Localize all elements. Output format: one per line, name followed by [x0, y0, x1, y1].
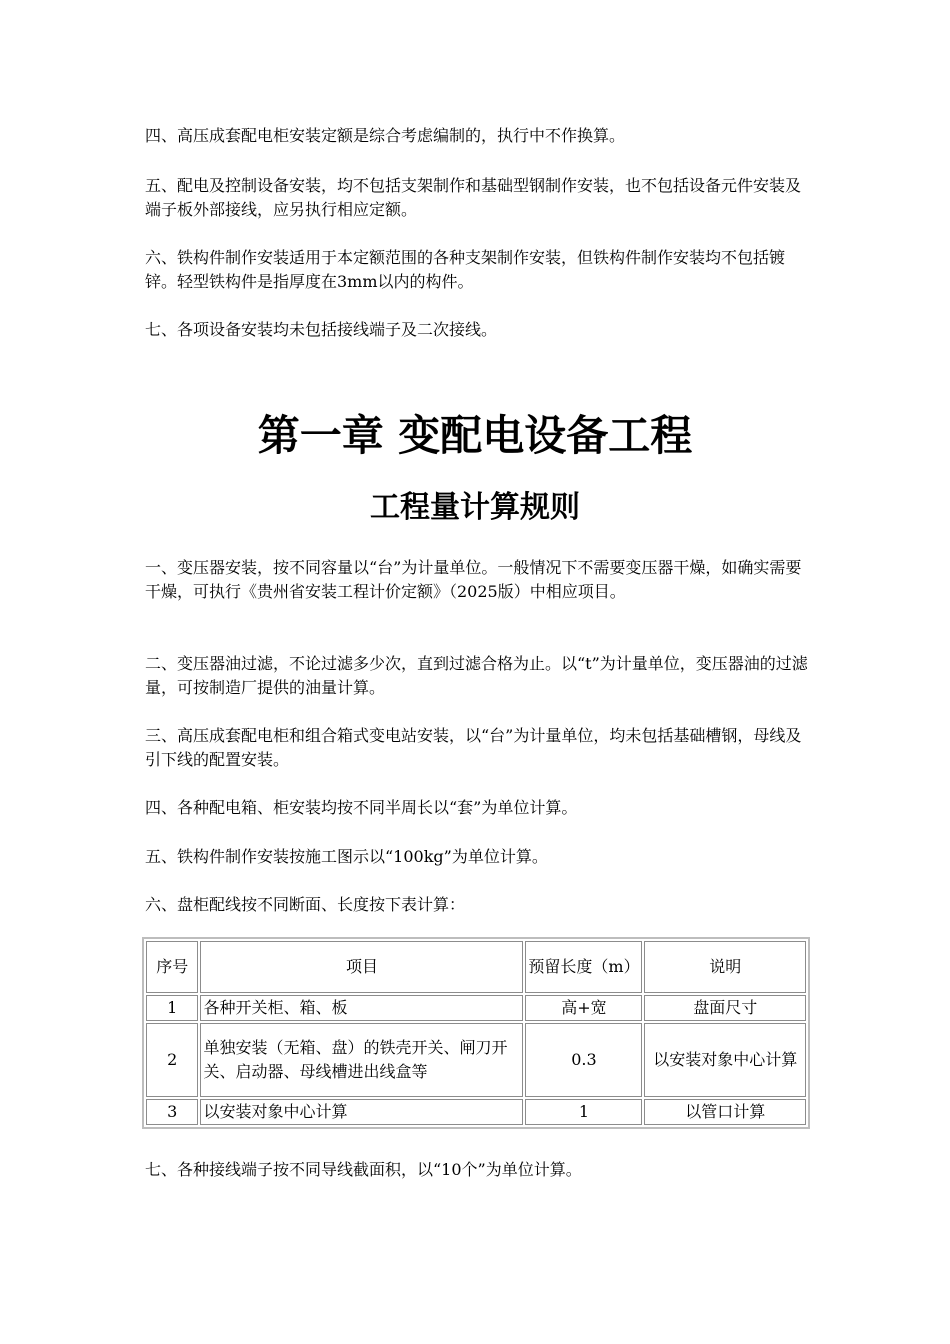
cell-index: 3: [146, 1099, 198, 1125]
cell-reserve-length: 0.3: [525, 1023, 642, 1097]
cell-reserve-length: 1: [525, 1099, 642, 1125]
cell-index: 2: [146, 1023, 198, 1097]
cell-item: 以安装对象中心计算: [200, 1099, 523, 1125]
section-title: 工程量计算规则: [370, 490, 580, 525]
rule-2: 二、变压器油过滤，不论过滤多少次，直到过滤合格为止。以“t”为计量单位，变压器油的过滤量，可按制造厂提供的油量计算。: [145, 654, 808, 697]
intro-note-4: 四、高压成套配电柜安装定额是综合考虑编制的，执行中不作换算。: [145, 126, 626, 145]
rule-6: 六、盘柜配线按不同断面、长度按下表计算：: [145, 895, 466, 914]
rule-7: 七、各种接线端子按不同导线截面积，以“10个”为单位计算。: [145, 1160, 582, 1179]
header-item: 项目: [200, 941, 523, 993]
header-reserve-length: 预留长度（m）: [525, 941, 642, 993]
intro-note-6: 六、铁构件制作安装适用于本定额范围的各种支架制作安装，但铁构件制作安装均不包括镀锌。轻型铁构件是指厚度在3mm以内的构件。: [145, 248, 786, 291]
header-index: 序号: [146, 941, 198, 993]
table-header-row: [146, 941, 806, 993]
header-description: 说明: [644, 941, 806, 993]
rule-5: 五、铁构件制作安装按施工图示以“100kg”为单位计算。: [145, 847, 548, 866]
rule-4: 四、各种配电箱、柜安装均按不同半周长以“套”为单位计算。: [145, 798, 578, 817]
wiring-reserve-table: [142, 937, 810, 1129]
intro-note-7: 七、各项设备安装均未包括接线端子及二次接线。: [145, 320, 498, 339]
cell-item: 单独安装（无箱、盘）的铁壳开关、闸刀开关、启动器、母线槽进出线盒等: [200, 1023, 523, 1097]
cell-index: 1: [146, 995, 198, 1021]
intro-note-5: 五、配电及控制设备安装，均不包括支架制作和基础型钢制作安装，也不包括设备元件安装及端子板外部接线，应另执行相应定额。: [145, 176, 802, 219]
cell-reserve-length: 高+宽: [525, 995, 642, 1021]
table-row: [146, 1099, 806, 1125]
cell-item: 各种开关柜、箱、板: [200, 995, 523, 1021]
cell-description: 以管口计算: [644, 1099, 806, 1125]
cell-description: 盘面尺寸: [644, 995, 806, 1021]
table-row: [146, 995, 806, 1021]
rule-1: 一、变压器安装，按不同容量以“台”为计量单位。一般情况下不需要变压器干燥，如确实需要干燥，可执行《贵州省安装工程计价定额》（2025版）中相应项目。: [145, 558, 802, 601]
chapter-title: 第一章 变配电设备工程: [257, 411, 693, 460]
cell-description: 以安装对象中心计算: [644, 1023, 806, 1097]
table-row: [146, 1023, 806, 1097]
rule-3: 三、高压成套配电柜和组合箱式变电站安装，以“台”为计量单位，均未包括基础槽钢，母线及引下线的配置安装。: [145, 726, 802, 769]
